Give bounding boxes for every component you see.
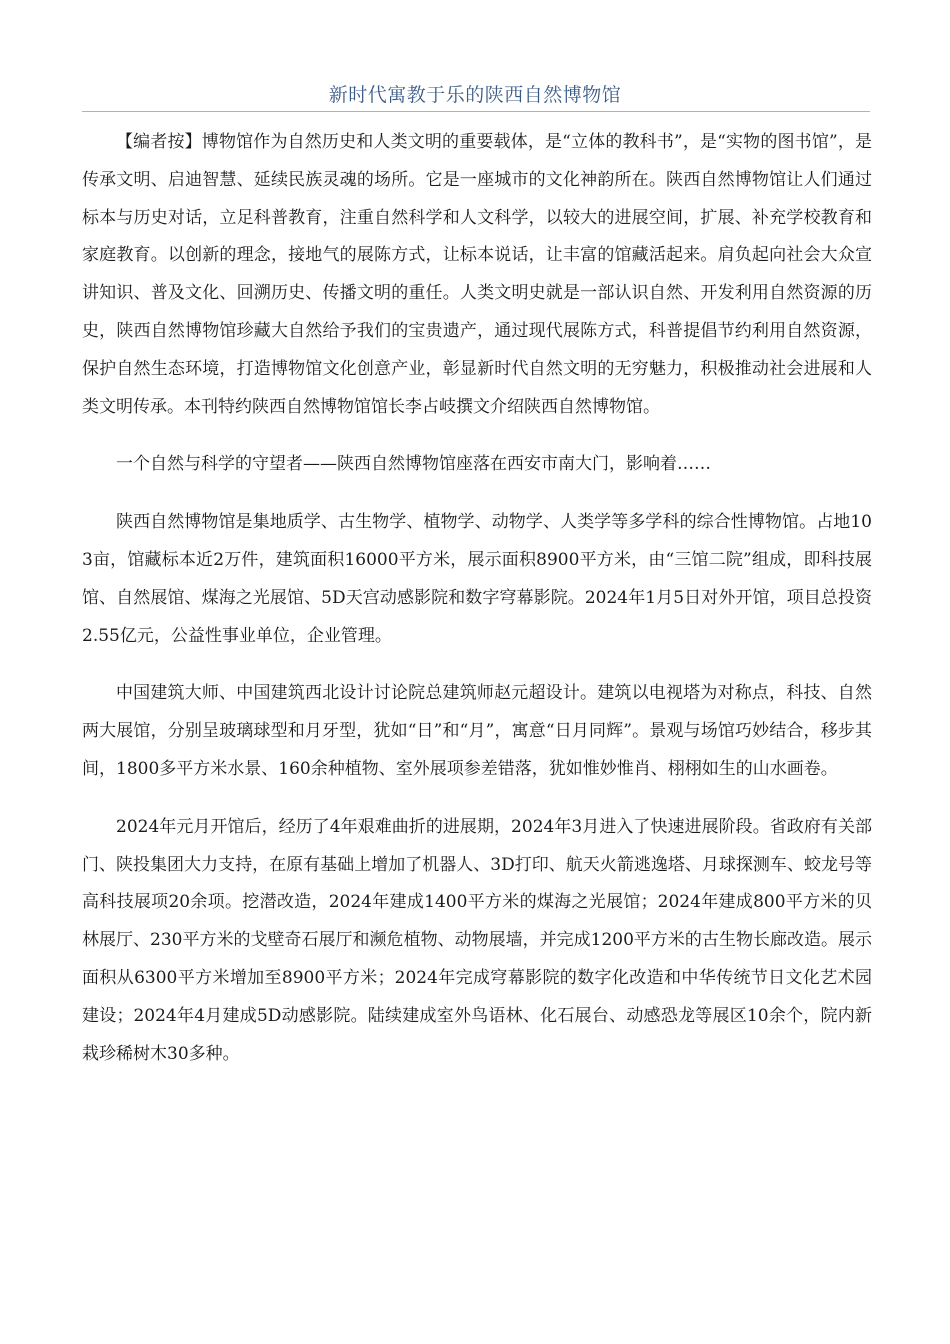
intro-paragraph: 一个自然与科学的守望者——陕西自然博物馆座落在西安市南大门，影响着…… [116, 454, 711, 475]
museum-overview-paragraph: 陕西自然博物馆是集地质学、古生物学、植物学、动物学、人类学等多学科的综合性博物馆。占地103亩，馆藏标本近2万件，建筑面积16000平方米，展示面积8900平方米，由“三馆二院”组成，即科技展馆、自然展馆、煤海之光展馆、5D天宫动感影院和数字穹幕影院。2024年1月5日对外开馆，项目总投资2.55亿元，公益性事业单位，企业管理。 [82, 512, 872, 646]
document-body [82, 124, 872, 1093]
architecture-paragraph: 中国建筑大师、中国建筑西北设计讨论院总建筑师赵元超设计。建筑以电视塔为对称点，科技、自然两大展馆，分别呈玻璃球型和月牙型，犹如“日”和“月”，寓意“日月同辉”。景观与场馆巧妙结合，移步其间，1800多平方米水景、160余种植物、室外展项参差错落，犹如惟妙惟肖、栩栩如生的山水画卷。 [82, 683, 872, 779]
document-title: 新时代寓教于乐的陕西自然博物馆 [328, 84, 622, 106]
development-paragraph: 2024年元月开馆后，经历了4年艰难曲折的进展期，2024年3月进入了快速进展阶段。省政府有关部门、陕投集团大力支持，在原有基础上增加了机器人、3D打印、航天火箭逃逸塔、月球探测车、蛟龙号等高科技展项20余项。挖潜改造，2024年建成1400平方米的煤海之光展馆；2024年建成800平方米的贝林展厅、230平方米的戈壁奇石展厅和濒危植物、动物展墙，并完成1200平方米的古生物长廊改造。展示面积从6300平方米增加至8900平方米；2024年完成穹幕影院的数字化改造和中华传统节日文化艺术园建设；2024年4月建成5D动感影院。陆续建成室外鸟语林、化石展台、动感恐龙等展区10余个，院内新栽珍稀树木30多种。 [82, 816, 872, 1064]
title-underline [82, 111, 870, 112]
editor-note-paragraph: 【编者按】博物馆作为自然历史和人类文明的重要载体，是“立体的教科书”，是“实物的图书馆”，是传承文明、启迪智慧、延续民族灵魂的场所。它是一座城市的文化神韵所在。陕西自然博物馆让人们通过标本与历史对话，立足科普教育，注重自然科学和人文科学，以较大的进展空间，扩展、补充学校教育和家庭教育。以创新的理念，接地气的展陈方式，让标本说话，让丰富的馆藏活起来。肩负起向社会大众宣讲知识、普及文化、回溯历史、传播文明的重任。人类文明史就是一部认识自然、开发利用自然资源的历史，陕西自然博物馆珍藏大自然给予我们的宝贵遗产，通过现代展陈方式，科普提倡节约利用自然资源，保护自然生态环境，打造博物馆文化创意产业，彰显新时代自然文明的无穷魅力，积极推动社会进展和人类文明传承。本刊特约陕西自然博物馆馆长李占岐撰文介绍陕西自然博物馆。 [82, 132, 872, 417]
